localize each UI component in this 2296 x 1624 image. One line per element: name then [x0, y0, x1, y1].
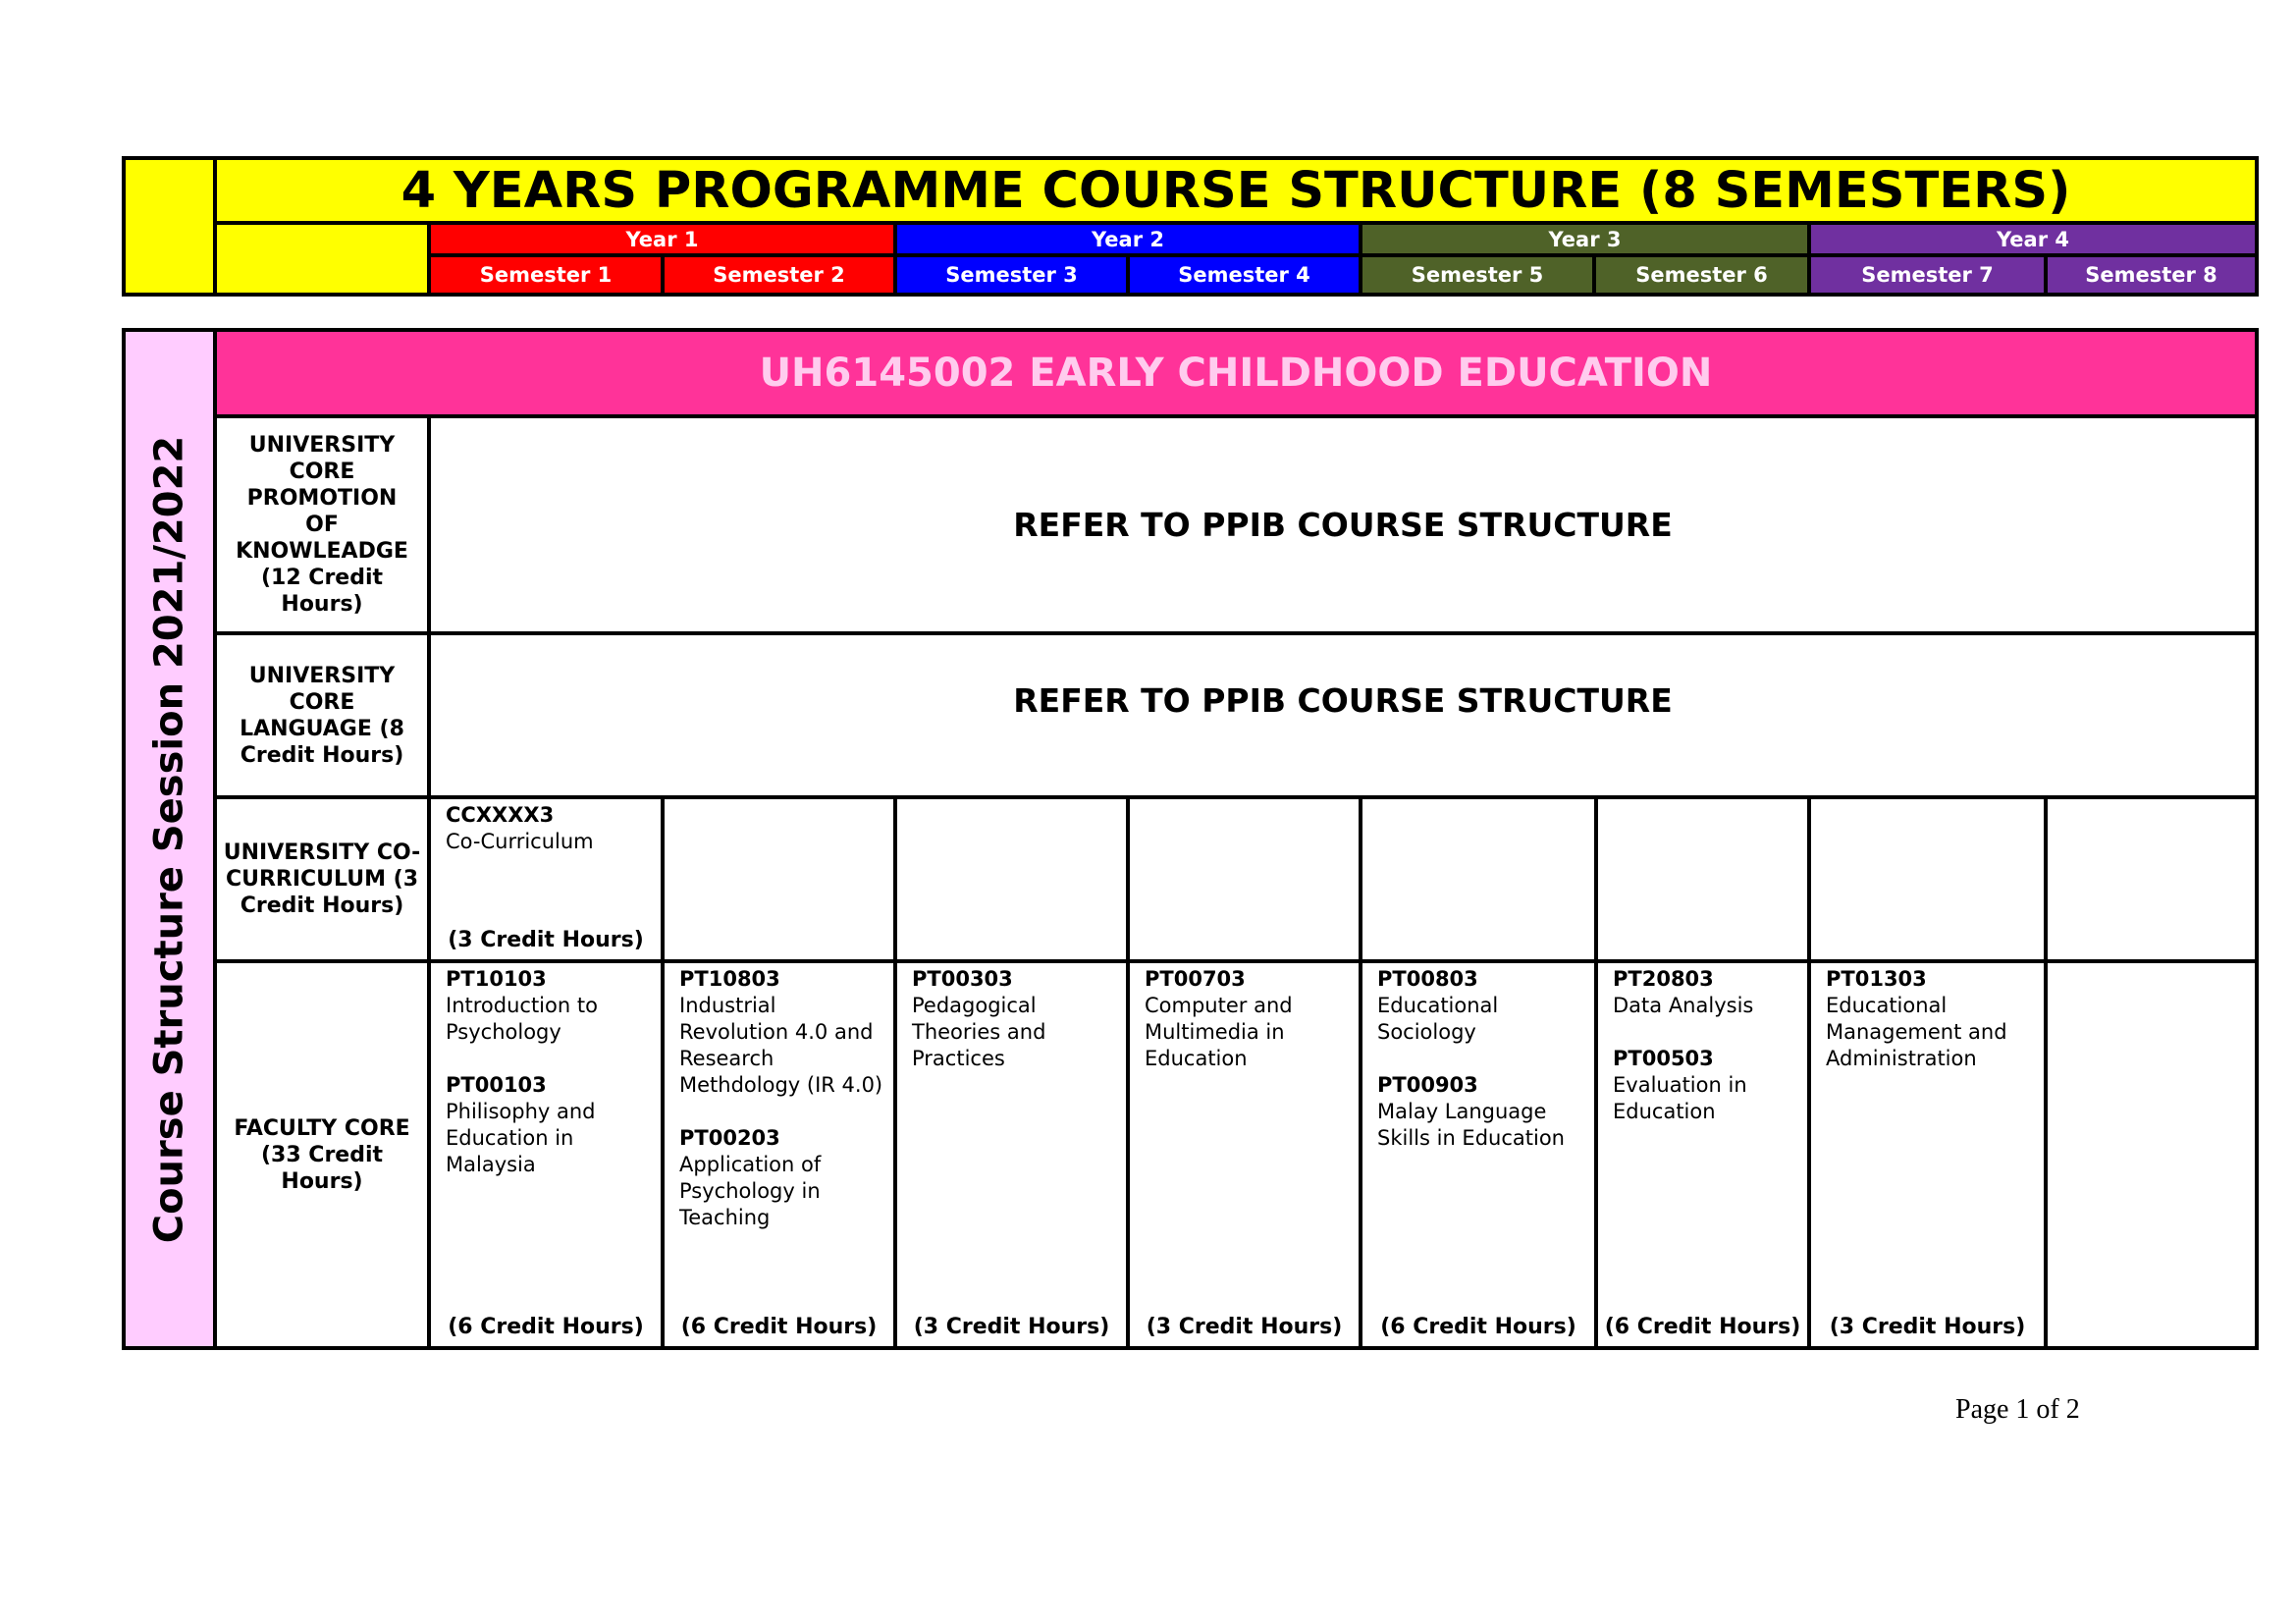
faculty-semester-6 — [1598, 963, 1811, 1346]
cocurriculum-semester-2 — [665, 799, 897, 963]
cocurriculum-semester-4 — [1130, 799, 1362, 963]
course-code: PT00903 — [1377, 1073, 1478, 1097]
faculty-semester-1 — [431, 963, 665, 1346]
semester-7-header: Semester 7 — [1811, 257, 2048, 293]
page-number: Page 1 of 2 — [1955, 1394, 2080, 1425]
row-label-faculty-text: FACULTY CORE (33 Credit Hours) — [234, 1115, 410, 1194]
semester-3-header: Semester 3 — [897, 257, 1130, 293]
faculty-semester-7 — [1811, 963, 2048, 1346]
course-name: Philisophy and Education in Malaysia — [446, 1100, 596, 1176]
faculty-semester-3 — [897, 963, 1130, 1346]
course-code: PT10103 — [446, 967, 547, 991]
credit-hours: (3 Credit Hours) — [913, 1315, 1110, 1339]
row-label-cocurriculum — [217, 799, 431, 963]
refer-ppib-note-1: REFER TO PPIB COURSE STRUCTURE — [431, 418, 2255, 635]
row-label-faculty-core — [217, 963, 431, 1346]
faculty-semester-5 — [1362, 963, 1598, 1346]
row-label-language-text: UNIVERSITY CORE LANGUAGE (8 Credit Hours) — [240, 663, 404, 768]
course-code: PT10803 — [679, 967, 780, 991]
cocurriculum-semester-8 — [2048, 799, 2255, 963]
course-code: PT20803 — [1613, 967, 1714, 991]
course-name: Educational Management and Administration — [1826, 994, 2007, 1070]
faculty-semester-2 — [665, 963, 897, 1346]
credit-hours: (6 Credit Hours) — [448, 1315, 644, 1339]
course-name: Application of Psychology in Teaching — [679, 1153, 822, 1229]
course-name: Educational Sociology — [1377, 994, 1499, 1044]
programme-title: 4 YEARS PROGRAMME COURSE STRUCTURE (8 SEMESTERS) — [217, 160, 2255, 225]
cocurriculum-semester-7 — [1811, 799, 2048, 963]
course-code: PT00103 — [446, 1073, 547, 1097]
course-name: Computer and Multimedia in Education — [1145, 994, 1293, 1070]
course-code: CCXXXX3 — [446, 803, 555, 827]
course-name: Co-Curriculum — [446, 830, 594, 853]
course-code: PT00503 — [1613, 1047, 1714, 1070]
row-label-promotion-text: UNIVERSITY CORE PROMOTION OF KNOWLEADGE (12 Credit Hours) — [236, 433, 408, 617]
course-name: Industrial Revolution 4.0 and Research Methdology (IR 4.0) — [679, 994, 883, 1097]
programme-name: UH6145002 EARLY CHILDHOOD EDUCATION — [217, 332, 2255, 418]
course-code: PT00203 — [679, 1126, 780, 1150]
course-name: Introduction to Psychology — [446, 994, 598, 1044]
course-code: PT00803 — [1377, 967, 1478, 991]
header-year-blank — [217, 225, 431, 293]
year-1-header: Year 1 — [431, 225, 897, 257]
course-name: Pedagogical Theories and Practices — [912, 994, 1046, 1070]
credit-hours: (6 Credit Hours) — [680, 1315, 878, 1339]
cocurriculum-semester-3 — [897, 799, 1130, 963]
header-left-blank — [126, 160, 217, 293]
faculty-semester-8 — [2048, 963, 2255, 1346]
credit-hours: (3 Credit Hours) — [448, 928, 644, 952]
course-structure-table — [122, 328, 2259, 1350]
cocurriculum-semester-1 — [431, 799, 665, 963]
course-code: PT01303 — [1826, 967, 1927, 991]
faculty-semester-4 — [1130, 963, 1362, 1346]
cocurriculum-semester-6 — [1598, 799, 1811, 963]
session-label-text: Course Structure Session 2021/2022 — [146, 435, 192, 1243]
course-name: Malay Language Skills in Education — [1377, 1100, 1565, 1150]
cocurriculum-semester-5 — [1362, 799, 1598, 963]
year-2-header: Year 2 — [897, 225, 1362, 257]
semester-2-header: Semester 2 — [665, 257, 897, 293]
course-name: Data Analysis — [1613, 994, 1754, 1017]
course-code: PT00303 — [912, 967, 1013, 991]
credit-hours: (6 Credit Hours) — [1380, 1315, 1576, 1339]
row-label-promotion-knowledge — [217, 418, 431, 635]
credit-hours: (6 Credit Hours) — [1604, 1315, 1801, 1339]
row-label-language — [217, 635, 431, 799]
credit-hours: (3 Credit Hours) — [1829, 1315, 2026, 1339]
credit-hours: (3 Credit Hours) — [1146, 1315, 1343, 1339]
semester-6-header: Semester 6 — [1596, 257, 1811, 293]
row-label-cocurriculum-text: UNIVERSITY CO-CURRICULUM (3 Credit Hours) — [223, 840, 421, 918]
year-3-header: Year 3 — [1362, 225, 1811, 257]
year-4-header: Year 4 — [1811, 225, 2255, 257]
session-side-label — [126, 332, 217, 1346]
semester-5-header: Semester 5 — [1362, 257, 1596, 293]
course-name: Evaluation in Education — [1613, 1073, 1747, 1123]
course-code: PT00703 — [1145, 967, 1246, 991]
programme-header-table — [122, 156, 2259, 297]
semester-1-header: Semester 1 — [431, 257, 665, 293]
semester-8-header: Semester 8 — [2048, 257, 2255, 293]
refer-ppib-note-2: REFER TO PPIB COURSE STRUCTURE — [431, 635, 2255, 799]
semester-4-header: Semester 4 — [1130, 257, 1362, 293]
